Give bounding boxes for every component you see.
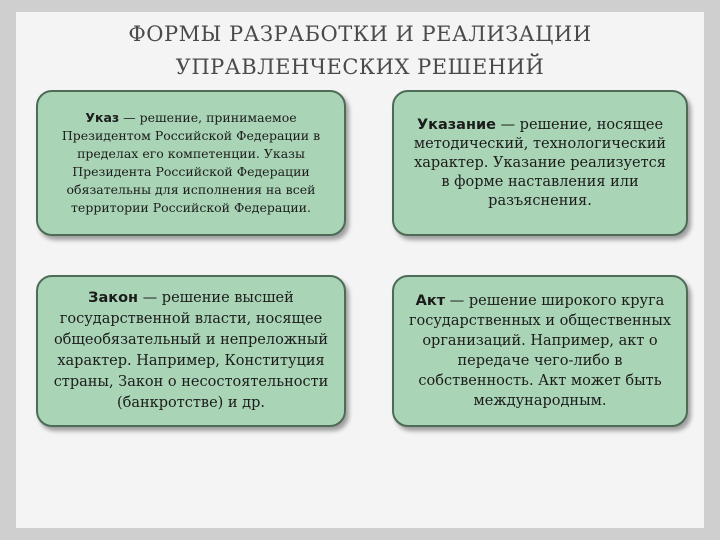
ukaz-box-text xyxy=(52,109,330,217)
akt-term: Акт xyxy=(415,293,446,309)
slide-title xyxy=(16,18,704,84)
title-line-1: ФОРМЫ РАЗРАБОТКИ И РЕАЛИЗАЦИИ xyxy=(128,22,592,46)
ukazanie-box xyxy=(392,90,688,236)
akt-box xyxy=(392,275,688,427)
ukazanie-definition: — решение, носящее методический, технологический характер. Указание реализуется в форме наставления или разъяснения. xyxy=(413,116,667,209)
zakon-box xyxy=(36,275,346,427)
zakon-box-text xyxy=(52,288,330,414)
ukaz-term: Указ xyxy=(85,110,120,125)
title-line-2: УПРАВЛЕНЧЕСКИХ РЕШЕНИЙ xyxy=(175,55,545,79)
ukazanie-box-text xyxy=(408,116,672,211)
akt-box-text xyxy=(408,291,672,411)
ukazanie-term: Указание xyxy=(416,116,496,133)
ukaz-box xyxy=(36,90,346,236)
ukaz-definition: — решение, принимаемое Президентом Российской Федерации в пределах его компетенции. Указы Президента Российской Федерации обязательны для исполнения на всей территории Российской Федерации. xyxy=(61,110,321,215)
zakon-term: Закон xyxy=(88,290,139,306)
akt-definition: — решение широкого круга государственных и общественных организаций. Например, акт о передаче чего-либо в собственность. Акт может быть международным. xyxy=(408,293,672,409)
zakon-definition: — решение высшей государственной власти, носящее общеобязательный и непреложный характер. Например, Конституция страны, Закон о несостоятельности (банкротстве) и др. xyxy=(53,290,329,411)
